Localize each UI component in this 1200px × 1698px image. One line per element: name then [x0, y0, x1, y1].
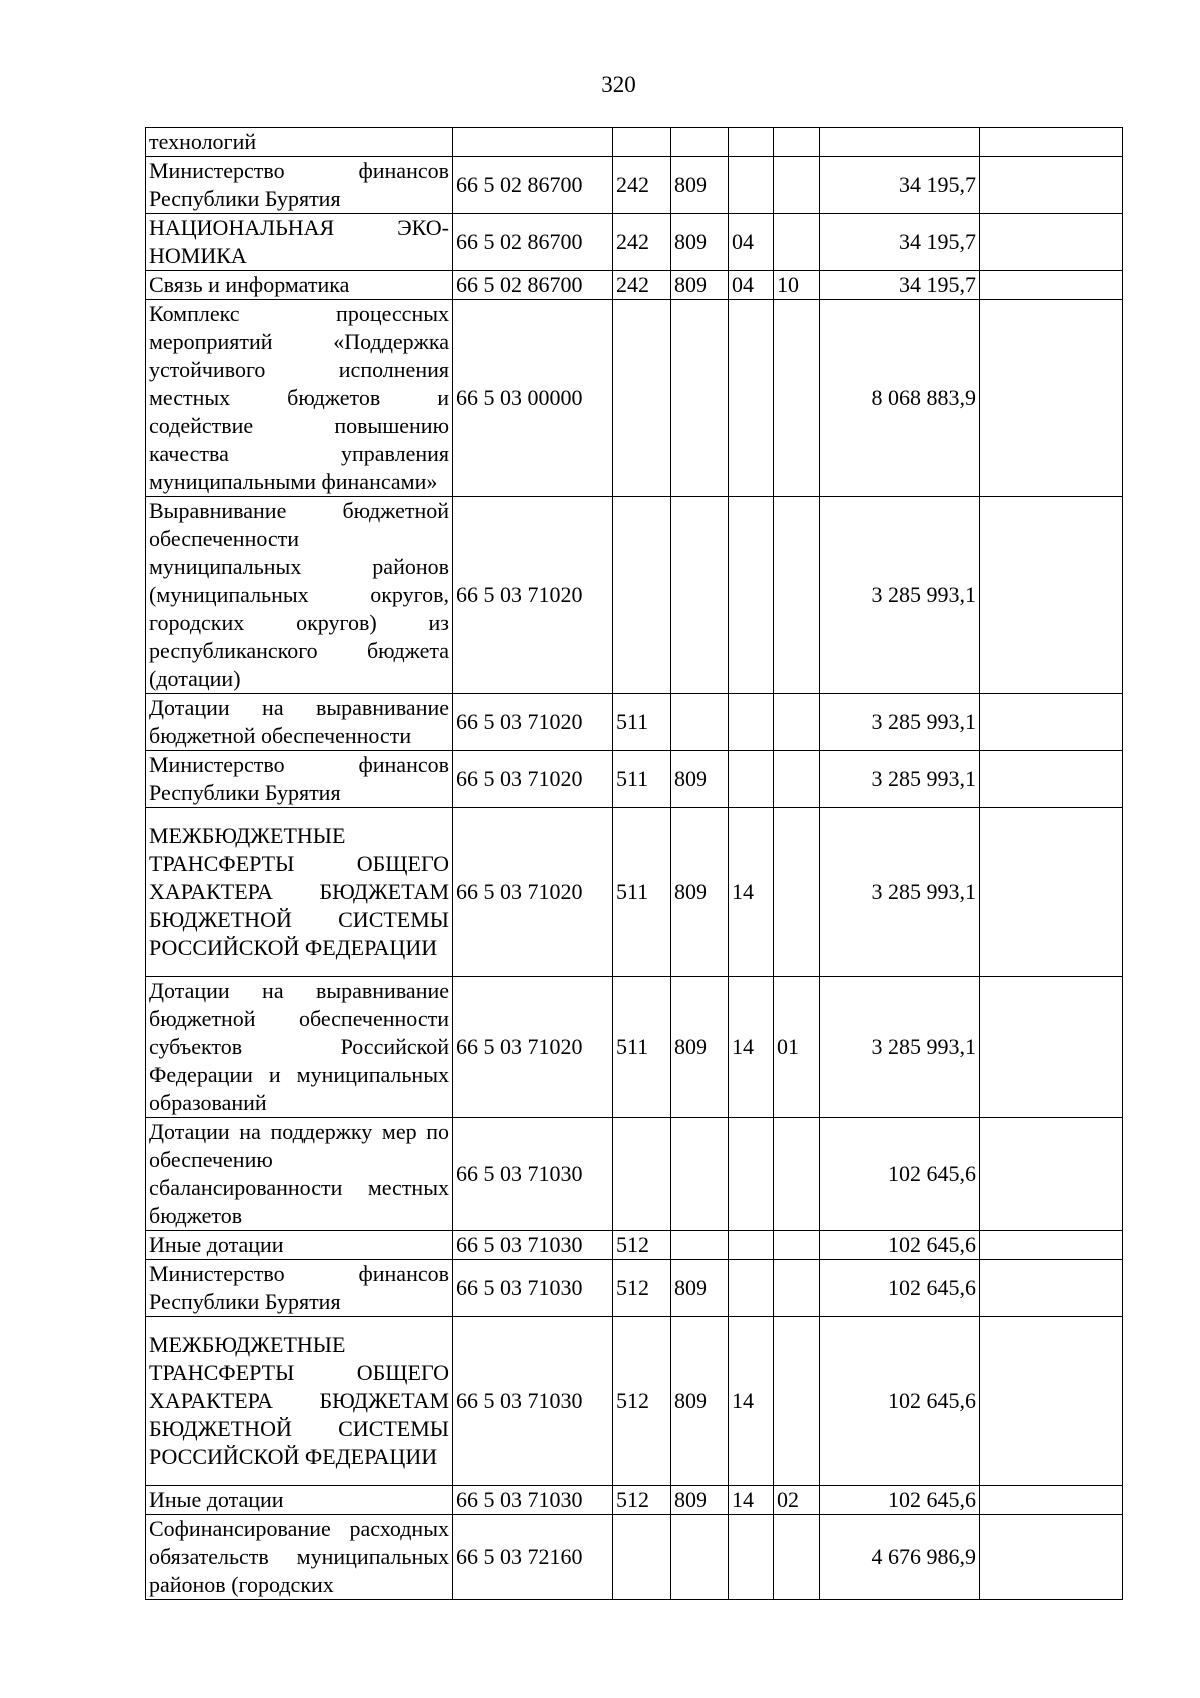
cell-pr	[774, 751, 820, 808]
cell-code: 66 5 03 71030	[453, 1260, 613, 1317]
cell-grbs: 809	[671, 214, 729, 271]
cell-pr: 10	[774, 271, 820, 300]
cell-name: Иные дотации	[146, 1231, 453, 1260]
cell-rz: 14	[729, 1486, 774, 1515]
cell-rz: 14	[729, 977, 774, 1118]
cell-code: 66 5 03 71020	[453, 497, 613, 694]
cell-code: 66 5 03 71020	[453, 751, 613, 808]
cell-extra	[980, 128, 1123, 157]
cell-pr	[774, 694, 820, 751]
cell-amount: 102 645,6	[820, 1486, 980, 1515]
cell-vr	[613, 1515, 671, 1600]
cell-amount: 8 068 883,9	[820, 300, 980, 497]
cell-name: Софинансирование расходных обязательств муниципальных районов (городских	[146, 1515, 453, 1600]
cell-name: технологий	[146, 128, 453, 157]
cell-name: Комплекс процессных мероприятий «Поддержка устойчивого исполнения местных бюджетов и содействие повышению качества управления муниципальными финансами»	[146, 300, 453, 497]
cell-pr	[774, 1260, 820, 1317]
cell-name: НАЦИОНАЛЬНАЯ ЭКО-НОМИКА	[146, 214, 453, 271]
cell-vr	[613, 497, 671, 694]
cell-grbs	[671, 694, 729, 751]
cell-pr	[774, 1317, 820, 1486]
cell-extra	[980, 497, 1123, 694]
cell-amount: 3 285 993,1	[820, 497, 980, 694]
cell-grbs: 809	[671, 157, 729, 214]
cell-extra	[980, 1231, 1123, 1260]
table-row	[146, 271, 1123, 300]
cell-vr: 512	[613, 1486, 671, 1515]
cell-code: 66 5 03 71030	[453, 1317, 613, 1486]
cell-amount: 3 285 993,1	[820, 694, 980, 751]
cell-name: Министерство финансов Республики Бурятия	[146, 1260, 453, 1317]
cell-grbs: 809	[671, 808, 729, 977]
cell-code: 66 5 03 71030	[453, 1118, 613, 1231]
cell-vr: 242	[613, 157, 671, 214]
cell-pr	[774, 214, 820, 271]
cell-amount: 102 645,6	[820, 1118, 980, 1231]
cell-code: 66 5 03 00000	[453, 300, 613, 497]
cell-name: Министерство финансов Республики Бурятия	[146, 157, 453, 214]
cell-amount: 3 285 993,1	[820, 751, 980, 808]
table-row	[146, 497, 1123, 694]
table-row	[146, 214, 1123, 271]
cell-grbs	[671, 128, 729, 157]
cell-extra	[980, 214, 1123, 271]
cell-pr	[774, 157, 820, 214]
cell-extra	[980, 977, 1123, 1118]
cell-pr	[774, 1515, 820, 1600]
cell-vr	[613, 128, 671, 157]
cell-code: 66 5 03 71020	[453, 694, 613, 751]
cell-extra	[980, 1486, 1123, 1515]
cell-grbs	[671, 1515, 729, 1600]
cell-rz	[729, 751, 774, 808]
table-row	[146, 808, 1123, 977]
cell-extra	[980, 1317, 1123, 1486]
cell-extra	[980, 694, 1123, 751]
cell-extra	[980, 1515, 1123, 1600]
cell-rz	[729, 1118, 774, 1231]
cell-vr: 512	[613, 1317, 671, 1486]
cell-pr	[774, 1118, 820, 1231]
table-row	[146, 694, 1123, 751]
cell-vr	[613, 1118, 671, 1231]
cell-vr: 511	[613, 694, 671, 751]
cell-rz	[729, 157, 774, 214]
cell-rz	[729, 300, 774, 497]
cell-amount: 34 195,7	[820, 271, 980, 300]
cell-name: Иные дотации	[146, 1486, 453, 1515]
table-row	[146, 300, 1123, 497]
cell-vr: 512	[613, 1260, 671, 1317]
table-row	[146, 1515, 1123, 1600]
cell-rz	[729, 1231, 774, 1260]
cell-amount	[820, 128, 980, 157]
cell-rz: 04	[729, 271, 774, 300]
cell-pr: 01	[774, 977, 820, 1118]
cell-name: Связь и информатика	[146, 271, 453, 300]
cell-pr	[774, 300, 820, 497]
table-row	[146, 1231, 1123, 1260]
budget-table	[145, 127, 1123, 1600]
cell-code: 66 5 03 71030	[453, 1486, 613, 1515]
cell-rz	[729, 497, 774, 694]
cell-extra	[980, 157, 1123, 214]
cell-name: МЕЖБЮДЖЕТНЫЕ ТРАНСФЕРТЫ ОБЩЕГО ХАРАКТЕРА БЮДЖЕТАМ БЮДЖЕТНОЙ СИСТЕМЫ РОССИЙСКОЙ ФЕДЕРАЦИИ	[146, 808, 453, 977]
cell-name: Дотации на поддержку мер по обеспечению сбалансированности местных бюджетов	[146, 1118, 453, 1231]
cell-pr	[774, 497, 820, 694]
cell-code: 66 5 02 86700	[453, 214, 613, 271]
cell-rz: 14	[729, 1317, 774, 1486]
cell-extra	[980, 1260, 1123, 1317]
cell-pr: 02	[774, 1486, 820, 1515]
cell-amount: 102 645,6	[820, 1231, 980, 1260]
cell-extra	[980, 751, 1123, 808]
cell-grbs: 809	[671, 977, 729, 1118]
cell-name: Дотации на выравнивание бюджетной обеспеченности субъектов Российской Федерации и муниципальных образований	[146, 977, 453, 1118]
cell-vr	[613, 300, 671, 497]
cell-rz	[729, 1515, 774, 1600]
cell-code	[453, 128, 613, 157]
cell-name: Выравнивание бюджетной обеспеченности муниципальных районов (муниципальных округов, городских округов) из республиканского бюджета (дотации)	[146, 497, 453, 694]
table-row	[146, 128, 1123, 157]
cell-code: 66 5 03 72160	[453, 1515, 613, 1600]
cell-amount: 102 645,6	[820, 1317, 980, 1486]
cell-grbs: 809	[671, 1317, 729, 1486]
cell-grbs: 809	[671, 1260, 729, 1317]
cell-name: Дотации на выравнивание бюджетной обеспеченности	[146, 694, 453, 751]
cell-amount: 102 645,6	[820, 1260, 980, 1317]
cell-rz	[729, 694, 774, 751]
cell-amount: 3 285 993,1	[820, 977, 980, 1118]
cell-rz: 04	[729, 214, 774, 271]
cell-code: 66 5 03 71020	[453, 808, 613, 977]
cell-pr	[774, 128, 820, 157]
cell-vr: 511	[613, 808, 671, 977]
cell-extra	[980, 1118, 1123, 1231]
cell-grbs	[671, 1231, 729, 1260]
cell-code: 66 5 02 86700	[453, 157, 613, 214]
cell-vr: 512	[613, 1231, 671, 1260]
cell-vr: 511	[613, 977, 671, 1118]
cell-code: 66 5 03 71020	[453, 977, 613, 1118]
cell-grbs: 809	[671, 1486, 729, 1515]
cell-extra	[980, 271, 1123, 300]
cell-grbs: 809	[671, 751, 729, 808]
cell-code: 66 5 02 86700	[453, 271, 613, 300]
cell-pr	[774, 808, 820, 977]
table-row	[146, 1317, 1123, 1486]
cell-grbs: 809	[671, 271, 729, 300]
cell-pr	[774, 1231, 820, 1260]
table-row	[146, 1260, 1123, 1317]
cell-name: Министерство финансов Республики Бурятия	[146, 751, 453, 808]
cell-amount: 34 195,7	[820, 157, 980, 214]
cell-extra	[980, 808, 1123, 977]
cell-amount: 34 195,7	[820, 214, 980, 271]
cell-vr: 242	[613, 271, 671, 300]
table-row	[146, 1486, 1123, 1515]
cell-amount: 4 676 986,9	[820, 1515, 980, 1600]
cell-rz: 14	[729, 808, 774, 977]
cell-grbs	[671, 1118, 729, 1231]
cell-rz	[729, 128, 774, 157]
page-number: 320	[601, 72, 636, 97]
cell-amount: 3 285 993,1	[820, 808, 980, 977]
cell-vr: 511	[613, 751, 671, 808]
table-row	[146, 751, 1123, 808]
cell-grbs	[671, 300, 729, 497]
cell-vr: 242	[613, 214, 671, 271]
cell-grbs	[671, 497, 729, 694]
cell-extra	[980, 300, 1123, 497]
cell-rz	[729, 1260, 774, 1317]
table-row	[146, 1118, 1123, 1231]
table-row	[146, 977, 1123, 1118]
cell-name: МЕЖБЮДЖЕТНЫЕ ТРАНСФЕРТЫ ОБЩЕГО ХАРАКТЕРА БЮДЖЕТАМ БЮДЖЕТНОЙ СИСТЕМЫ РОССИЙСКОЙ ФЕДЕРАЦИИ	[146, 1317, 453, 1486]
table-row	[146, 157, 1123, 214]
cell-code: 66 5 03 71030	[453, 1231, 613, 1260]
